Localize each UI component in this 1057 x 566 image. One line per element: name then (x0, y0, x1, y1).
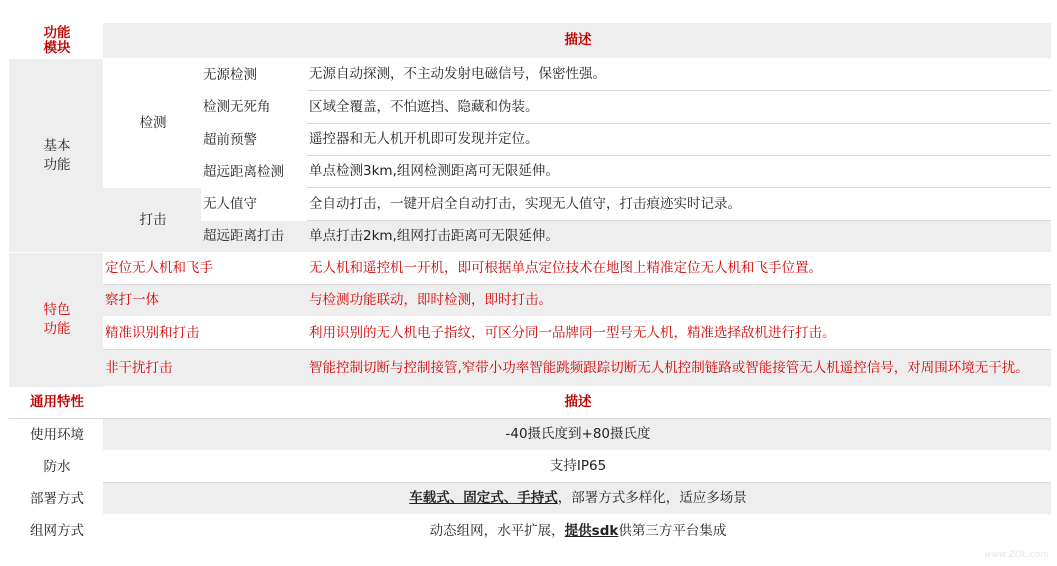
special-item-name: 定位无人机和飞手 (103, 253, 307, 285)
basic-function-label: 基本 功能 (9, 59, 103, 253)
special-item-name: 察打一体 (103, 285, 307, 317)
network-bold-text: 提供sdk (564, 522, 619, 539)
special-item-name: 非干扰打击 (103, 350, 307, 387)
deploy-rest-text: ，部署方式多样化，适应多场景 (557, 490, 747, 506)
general-feature-header: 通用特性 (9, 387, 103, 419)
strike-item-name: 无人值守 (201, 188, 307, 221)
network-rest-text: 供第三方平台集成 (618, 522, 727, 539)
detect-item-desc: 单点检测3km,组网检测距离可无限延伸。 (307, 156, 1051, 188)
network-desc (103, 515, 1051, 547)
detect-item-desc: 区域全覆盖，不怕遮挡、隐藏和伪装。 (307, 91, 1051, 124)
detect-item-name: 无源检测 (201, 59, 307, 91)
detect-item-desc: 无源自动探测，不主动发射电磁信号，保密性强。 (307, 59, 1051, 91)
detect-item-name: 超远距离检测 (201, 156, 307, 188)
deploy-bold-text: 车载式、固定式、手持式 (409, 490, 558, 506)
waterproof-desc: 支持IP65 (103, 451, 1051, 483)
network-pre-text: 动态组网，水平扩展， (429, 522, 565, 539)
special-item-desc: 利用识别的无人机电子指纹，可区分同一品牌同一型号无人机，精准选择敌机进行打击。 (307, 317, 1051, 350)
deploy-label: 部署方式 (9, 483, 103, 515)
strike-item-desc: 单点打击2km,组网打击距离可无限延伸。 (307, 221, 1051, 253)
env-label: 使用环境 (9, 419, 103, 451)
waterproof-label: 防水 (9, 451, 103, 483)
strike-group-label: 打击 (103, 188, 201, 253)
strike-item-desc: 全自动打击，一键开启全自动打击，实现无人值守，打击痕迹实时记录。 (307, 188, 1051, 221)
general-description-header: 描述 (103, 387, 1051, 419)
detect-group-label: 检测 (103, 59, 201, 188)
detect-item-desc: 遥控器和无人机开机即可发现并定位。 (307, 124, 1051, 156)
description-header: 描述 (103, 23, 1051, 59)
special-item-desc: 智能控制切断与控制接管,窄带小功率智能跳频跟踪切断无人机控制链路或智能接管无人机遥控信号，对周围环境无干扰。 (307, 350, 1051, 387)
feature-table (9, 23, 1051, 547)
env-desc: -40摄氏度到+80摄氏度 (103, 419, 1051, 451)
watermark: www.ZOL.com (984, 550, 1049, 560)
network-label: 组网方式 (9, 515, 103, 547)
strike-item-name: 超远距离打击 (201, 221, 307, 253)
special-function-label: 特色 功能 (9, 253, 103, 387)
special-item-desc: 无人机和遥控机一开机，即可根据单点定位技术在地图上精准定位无人机和飞手位置。 (307, 253, 1051, 285)
detect-item-name: 检测无死角 (201, 91, 307, 124)
module-header: 功能 模块 (9, 23, 103, 59)
deploy-desc (103, 483, 1051, 515)
special-item-desc: 与检测功能联动，即时检测，即时打击。 (307, 285, 1051, 317)
special-item-name: 精准识别和打击 (103, 317, 307, 350)
detect-item-name: 超前预警 (201, 124, 307, 156)
